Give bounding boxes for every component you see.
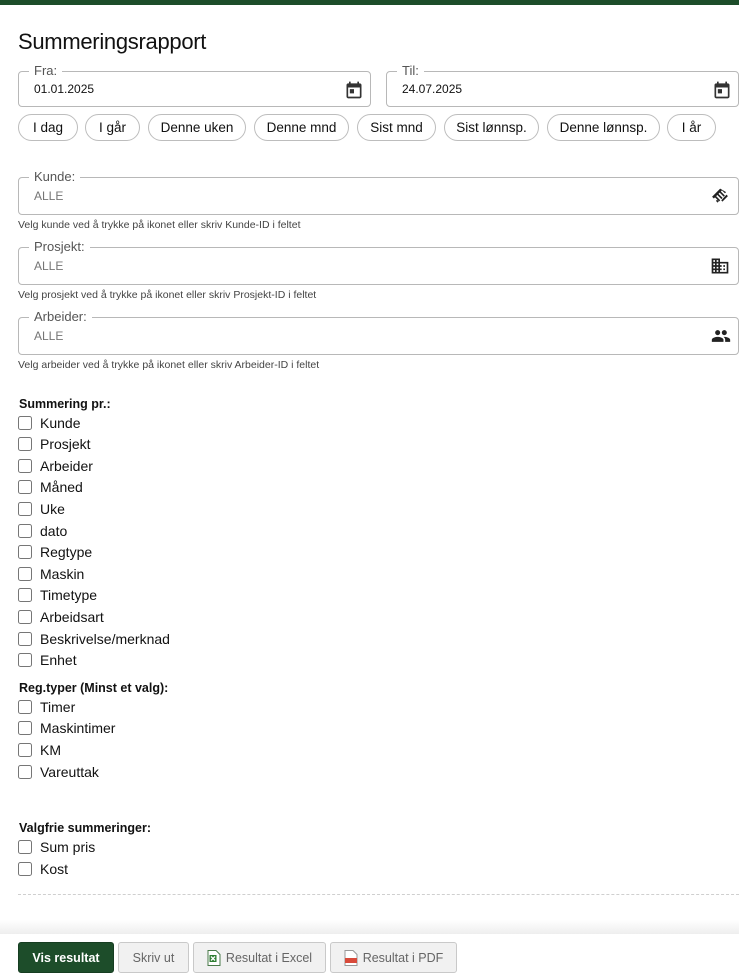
reg-type-option-km[interactable] [18,741,61,759]
checkbox[interactable] [18,524,32,538]
summing-option-timetype[interactable] [18,586,97,604]
checkbox[interactable] [18,840,32,854]
summing-option-kunde[interactable] [18,414,80,432]
reg-type-option-maskintimer[interactable] [18,719,115,737]
customer-value: ALLE [34,189,64,203]
excel-button[interactable] [193,942,326,973]
summing-option-arbeidsart[interactable] [18,608,104,626]
divider [18,894,739,895]
checkbox-label: Kost [40,861,69,877]
checkbox[interactable] [18,743,32,757]
checkbox-label: Regtype [40,544,93,560]
checkbox[interactable] [18,480,32,494]
checkbox[interactable] [18,502,32,516]
date-from-label: Fra: [29,64,62,78]
project-helper-text: Velg prosjekt ved å trykke på ikonet eller skriv Prosjekt-ID i feltet [18,289,317,301]
chip-last-month[interactable]: Sist mnd [357,114,436,141]
summing-option-arbeider[interactable] [18,457,93,475]
page-title: Summeringsrapport [18,29,207,54]
calendar-icon[interactable] [344,80,364,100]
show-result-button[interactable] [18,942,114,973]
checkbox[interactable] [18,437,32,451]
summing-option-maskin[interactable] [18,565,84,583]
chip-this-pay-period[interactable]: Denne lønnsp. [547,114,660,141]
print-label: Skriv ut [132,950,175,965]
chip-last-pay-period[interactable]: Sist lønnsp. [444,114,539,141]
reg-types-section-title: Reg.typer (Minst et valg): [19,681,169,695]
worker-label: Arbeider: [29,310,92,324]
pdf-label: Resultat i PDF [362,950,444,965]
checkbox-label: Måned [40,479,83,495]
checkbox-label: Timer [40,699,76,715]
project-label: Prosjekt: [29,240,90,254]
pdf-file-icon [344,950,358,966]
checkbox[interactable] [18,610,32,624]
summing-option-maaned[interactable] [18,478,83,496]
checkbox-label: Sum pris [40,839,96,855]
optional-section-title: Valgfrie summeringer: [19,821,151,835]
chip-this-month[interactable]: Denne mnd [254,114,349,141]
checkbox[interactable] [18,545,32,559]
checkbox[interactable] [18,416,32,430]
checkbox-label: Prosjekt [40,436,91,452]
chip-this-year[interactable]: I år [667,114,716,141]
checkbox-label: Enhet [40,652,77,668]
summing-option-prosjekt[interactable] [18,435,91,453]
date-to-field[interactable] [386,63,739,107]
optional-option-kost[interactable] [18,860,68,878]
building-icon[interactable] [710,256,730,276]
summing-option-regtype[interactable] [18,543,92,561]
checkbox[interactable] [18,653,32,667]
checkbox[interactable] [18,632,32,646]
checkbox[interactable] [18,567,32,581]
chip-yesterday[interactable]: I går [85,114,140,141]
chip-today[interactable]: I dag [18,114,78,141]
checkbox-label: Uke [40,501,65,517]
excel-label: Resultat i Excel [225,950,313,965]
checkbox-label: Timetype [40,587,98,603]
checkbox-label: dato [40,523,68,539]
worker-field[interactable] [18,309,739,355]
print-button[interactable] [118,942,189,973]
checkbox[interactable] [18,862,32,876]
reg-type-option-vareuttak[interactable] [18,763,99,781]
people-icon[interactable] [710,326,732,346]
date-to-value: 24.07.2025 [402,82,463,96]
worker-value: ALLE [34,329,64,343]
summing-option-beskrivelse[interactable] [18,630,170,648]
pdf-button[interactable] [330,942,457,973]
summing-option-enhet[interactable] [18,651,77,669]
date-from-field[interactable] [18,63,371,107]
summing-option-dato[interactable] [18,522,67,540]
top-accent-bar [0,0,739,5]
checkbox-label: Vareuttak [40,764,99,780]
footer-shadow [0,920,739,934]
checkbox[interactable] [18,588,32,602]
checkbox-label: Arbeider [40,458,93,474]
checkbox-label: Beskrivelse/merknad [40,631,170,647]
checkbox-label: Maskintimer [40,720,116,736]
excel-file-icon [207,950,221,966]
checkbox-label: KM [40,742,61,758]
checkbox[interactable] [18,765,32,779]
project-value: ALLE [34,259,64,273]
handshake-icon[interactable] [710,186,730,206]
checkbox[interactable] [18,700,32,714]
summing-section-title: Summering pr.: [19,397,111,411]
checkbox[interactable] [18,721,32,735]
worker-helper-text: Velg arbeider ved å trykke på ikonet eller skriv Arbeider-ID i feltet [18,359,320,371]
optional-option-sum-pris[interactable] [18,838,95,856]
summing-option-uke[interactable] [18,500,65,518]
customer-label: Kunde: [29,170,80,184]
customer-helper-text: Velg kunde ved å trykke på ikonet eller skriv Kunde-ID i feltet [18,219,301,231]
reg-type-option-timer[interactable] [18,698,75,716]
checkbox[interactable] [18,459,32,473]
project-field[interactable] [18,239,739,285]
checkbox-label: Kunde [40,415,81,431]
show-result-label: Vis resultat [32,950,100,965]
date-from-value: 01.01.2025 [34,82,95,96]
customer-field[interactable] [18,169,739,215]
calendar-icon[interactable] [712,80,732,100]
chip-this-week[interactable]: Denne uken [148,114,246,141]
date-to-label: Til: [397,64,424,78]
checkbox-label: Arbeidsart [40,609,104,625]
checkbox-label: Maskin [40,566,85,582]
